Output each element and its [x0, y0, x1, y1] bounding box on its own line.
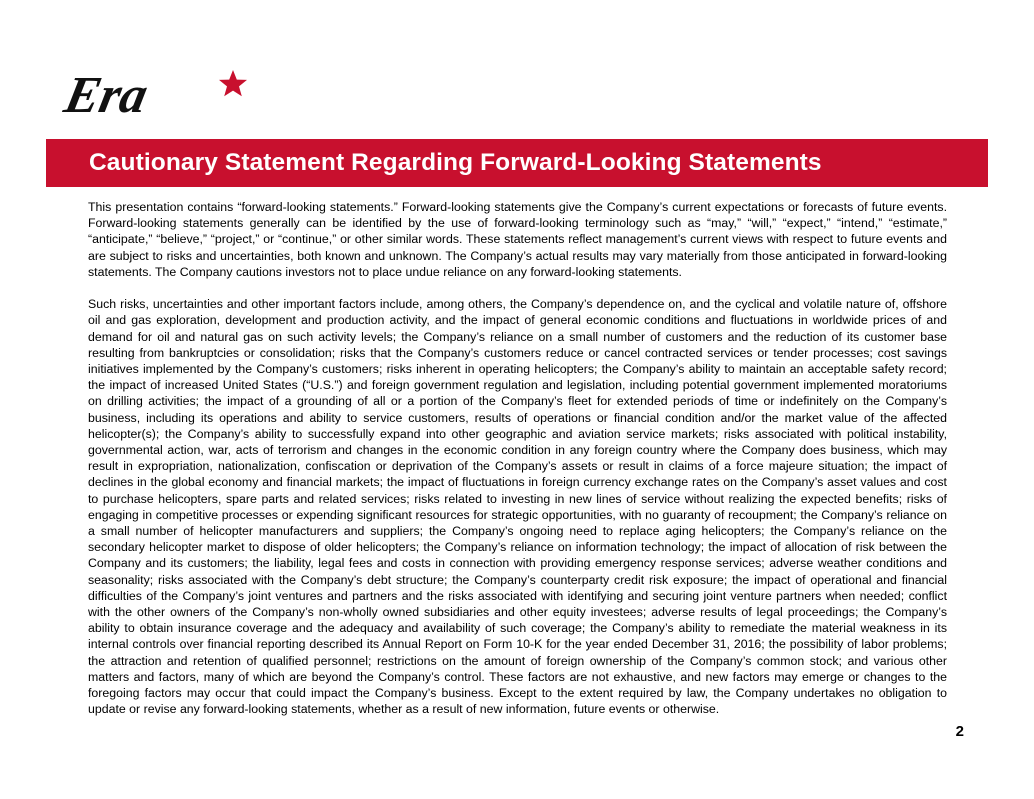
page-title: Cautionary Statement Regarding Forward-Looking Statements — [89, 149, 822, 176]
era-logo-wordmark: Era — [59, 66, 153, 124]
body-text — [88, 199, 947, 717]
paragraph-risk-factors: Such risks, uncertainties and other important factors include, among others, the Company’s dependence on, and the cyclical and volatile nature of, offshore oil and gas exploration, development and production activity, and the impact of general economic conditions and fluctuations in worldwide prices of and demand for oil and natural gas on such activity levels; the Company’s reliance on a small number of customers and the reduction of its customer base resulting from bankruptcies or consolidation; risks that the Company’s customers reduce or cancel contracted services or tender processes; cost savings initiatives implemented by the Company’s customers; risks inherent in operating helicopters; the Company’s ability to maintain an acceptable safety record; the impact of increased United States (“U.S.”) and foreign government regulation and legislation, including potential government implemented moratoriums on drilling activities; the impact of a grounding of all or a portion of the Company’s fleet for extended periods of time or indefinitely on the Company’s business, including its operations and ability to service customers, results of operations or financial condition and/or the market value of the affected helicopter(s); the Company’s ability to successfully expand into other geographic and aviation service markets; risks associated with political instability, governmental action, war, acts of terrorism and changes in the economic condition in any foreign country where the Company does business, which may result in expropriation, nationalization, confiscation or deprivation of the Company’s assets or result in claims of a force majeure situation; the impact of declines in the global economy and financial markets; the impact of fluctuations in foreign currency exchange rates on the Company’s asset values and cost to purchase helicopters, spare parts and related services; risks related to investing in new lines of service without realizing the expected benefits; risks of engaging in competitive processes or expending significant resources for strategic opportunities, with no guaranty of recoupment; the Company’s reliance on a small number of helicopter manufacturers and suppliers; the Company’s ongoing need to replace aging helicopters; the Company’s reliance on the secondary helicopter market to dispose of older helicopters; the Company’s reliance on information technology; the impact of allocation of risk between the Company and its customers; the liability, legal fees and costs in connection with providing emergency response services; adverse weather conditions and seasonality; risks associated with the Company’s debt structure; the Company’s counterparty credit risk exposure; the impact of operational and financial difficulties of the Company’s joint ventures and partners and the risks associated with identifying and securing joint venture partners when needed; conflict with the other owners of the Company’s non-wholly owned subsidiaries and other equity investees; adverse results of legal proceedings; the Company’s ability to obtain insurance coverage and the adequacy and availability of such coverage; the Company’s ability to remediate the material weakness in its internal controls over financial reporting described its Annual Report on Form 10-K for the year ended December 31, 2016; the possibility of labor problems; the attraction and retention of qualified personnel; restrictions on the amount of foreign ownership of the Company’s common stock; and various other matters and factors, many of which are beyond the Company’s control. These factors are not exhaustive, and new factors may emerge or changes to the foregoing factors may occur that could impact the Company’s business. Except to the extent required by law, the Company undertakes no obligation to update or revise any forward-looking statements, whether as a result of new information, future events or otherwise. — [88, 297, 947, 717]
star-icon — [219, 70, 247, 96]
era-logo-mark — [59, 66, 252, 124]
era-logo — [59, 66, 252, 124]
page-number: 2 — [955, 723, 964, 740]
title-banner — [46, 139, 988, 187]
paragraph-intro: This presentation contains “forward-looking statements.” Forward-looking statements give the Company’s current expectations or forecasts of future events. Forward-looking statements generally can be identified by the use of forward-looking terminology such as “may,” “will,” “expect,” “intend,” “estimate,” “anticipate,” “believe,” “project,” or “continue,” or other similar words. These statements reflect management’s current views with respect to future events and are subject to risks and uncertainties, both known and unknown. The Company’s actual results may vary materially from those anticipated in forward-looking statements. The Company cautions investors not to place undue reliance on any forward-looking statements. — [88, 200, 947, 279]
